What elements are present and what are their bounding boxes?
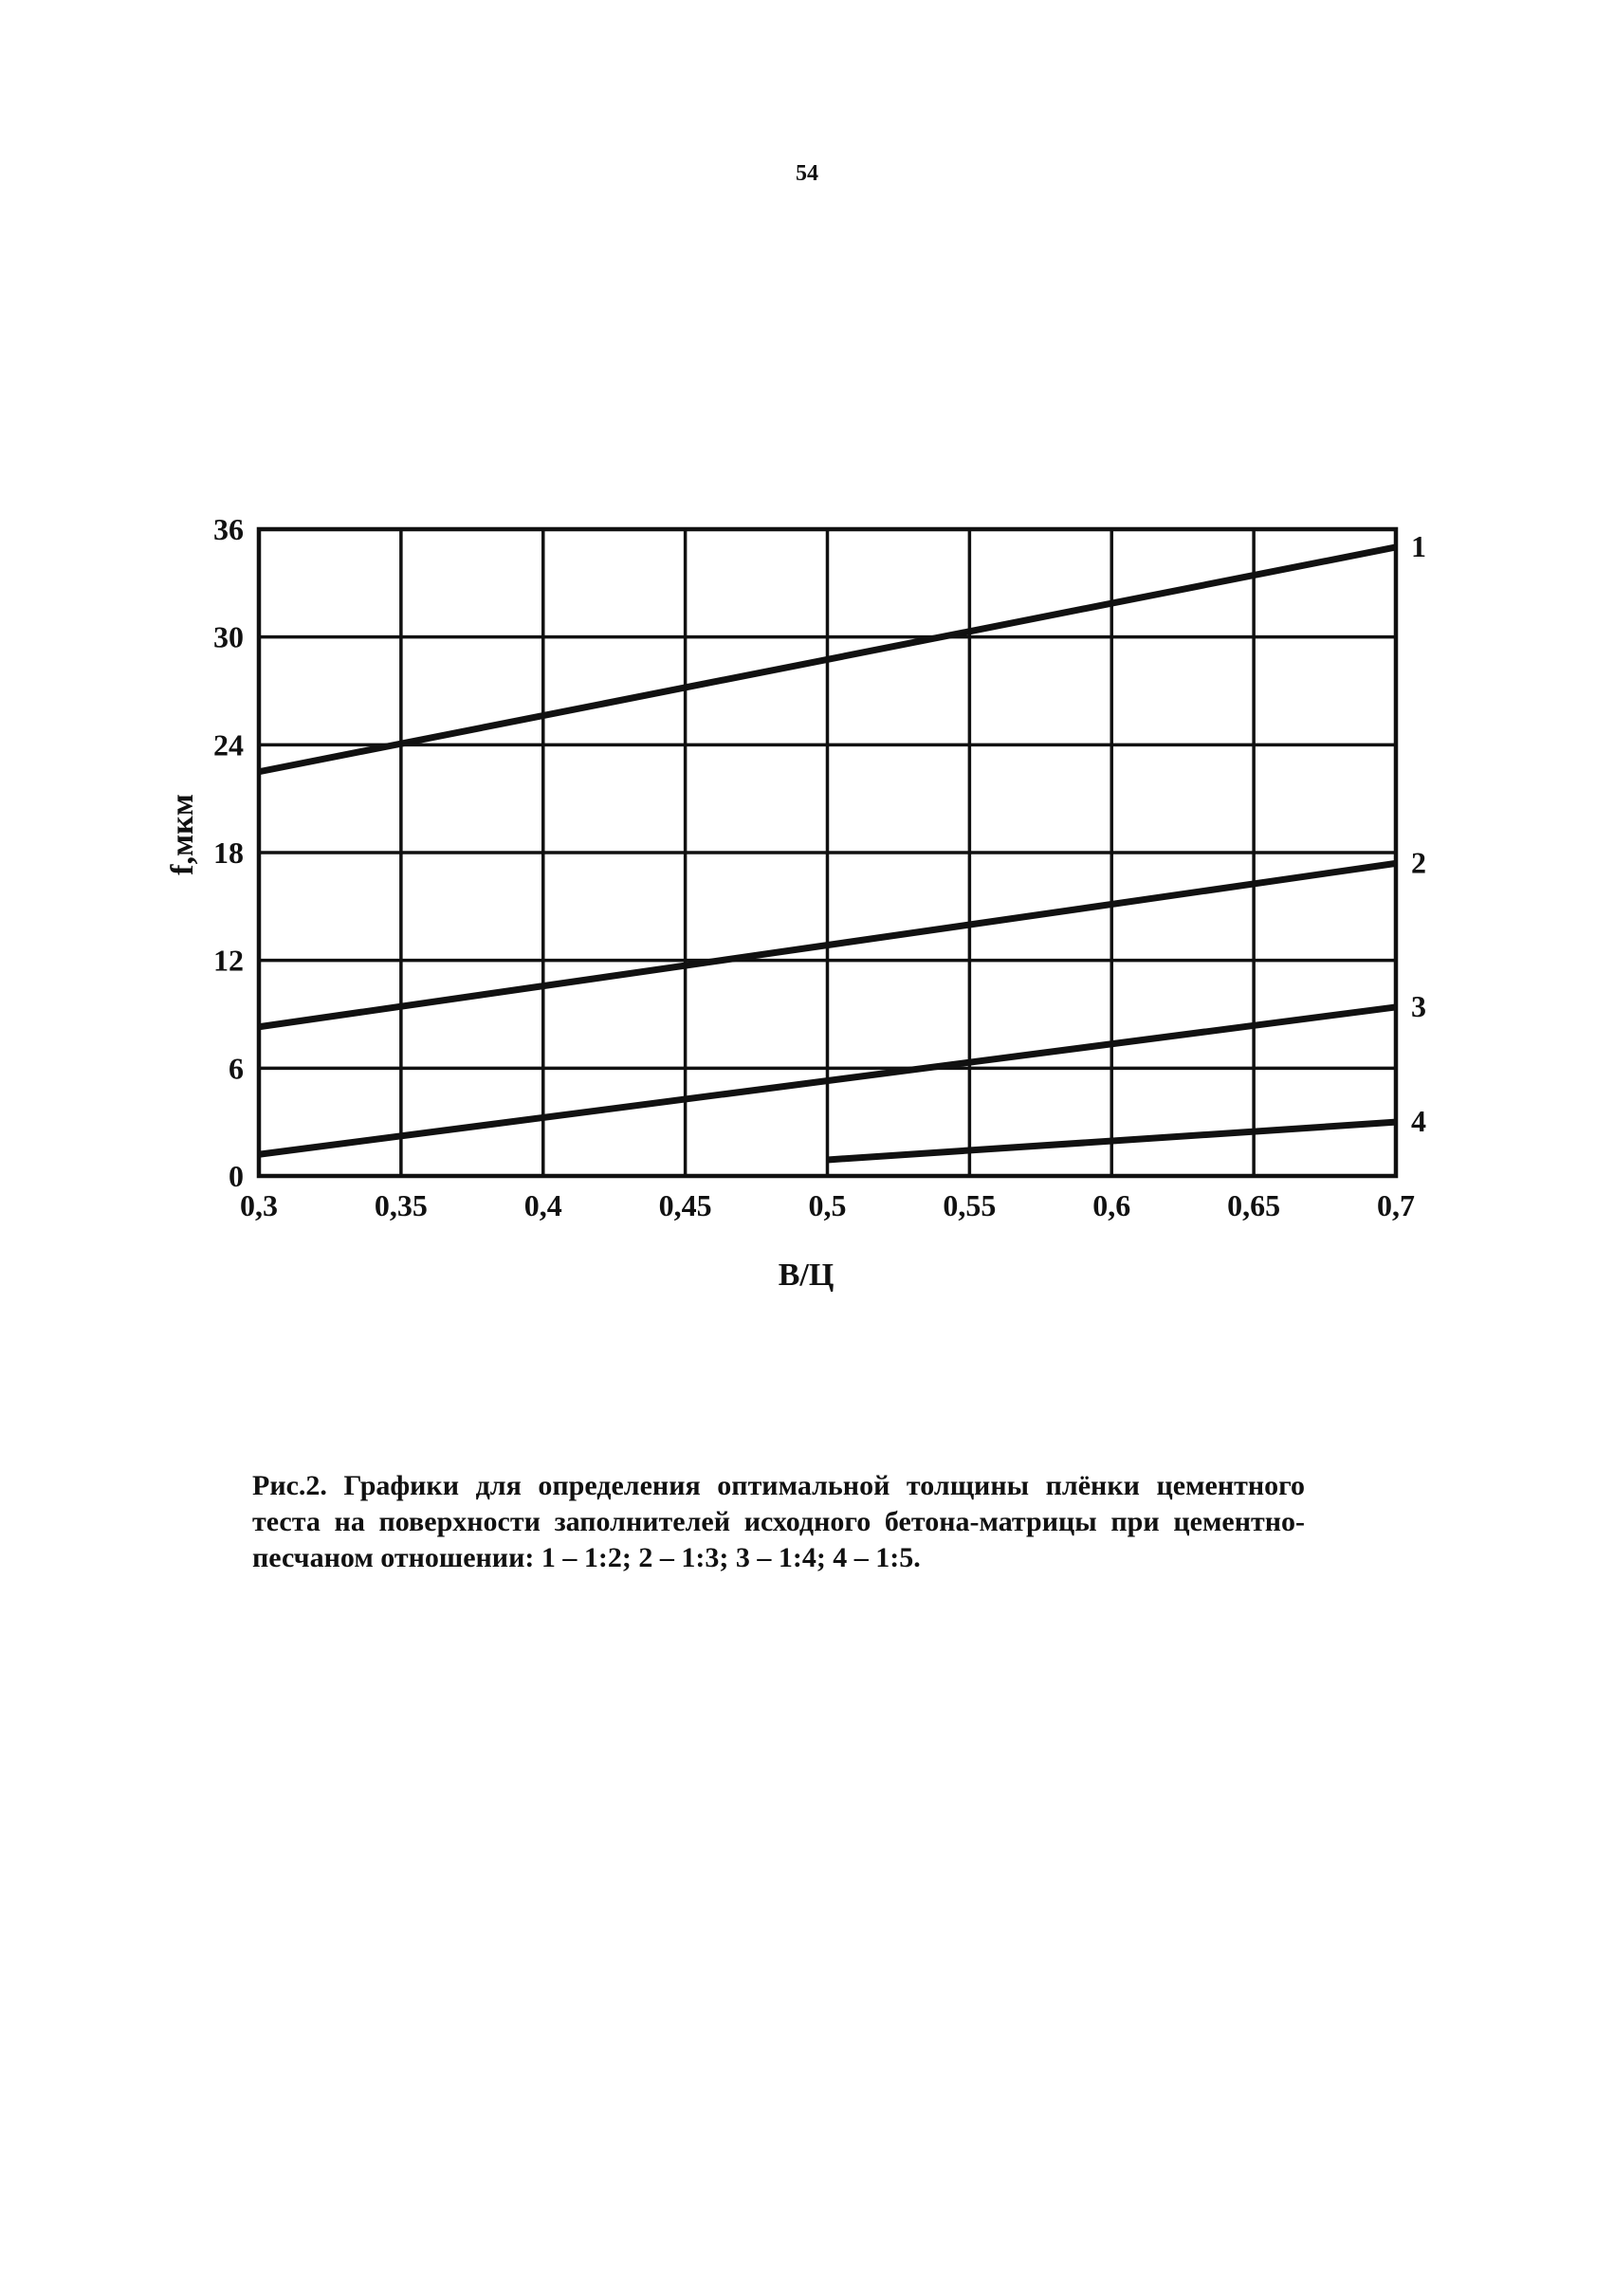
x-tick-label: 0,4 [523,1188,562,1222]
x-tick-label: 0,6 [1092,1188,1131,1222]
x-axis-label: В/Ц [778,1258,835,1293]
series-labels [1411,529,1426,1138]
series-label-1: 1 [1411,528,1426,563]
x-tick-label: 0,7 [1377,1188,1415,1222]
y-axis-label: f,мкм [165,794,200,875]
x-tick-label: 0,3 [240,1188,278,1222]
series-label-2: 2 [1411,845,1426,880]
x-tick-labels [240,1188,1415,1222]
x-tick-label: 0,45 [658,1188,712,1222]
y-tick-label: 0 [229,1159,244,1193]
y-tick-label: 18 [213,836,244,870]
y-tick-label: 12 [213,943,244,978]
y-tick-label: 30 [213,619,244,654]
x-tick-label: 0,5 [808,1188,847,1222]
x-tick-label: 0,35 [374,1188,428,1222]
y-tick-label: 6 [229,1051,244,1086]
y-tick-label: 24 [213,727,244,762]
page-number: 54 [796,161,818,186]
y-tick-label: 36 [213,512,244,546]
y-tick-labels [213,512,244,1193]
series-label-4: 4 [1411,1104,1426,1139]
series-label-3: 3 [1411,988,1426,1023]
x-tick-label: 0,55 [943,1188,997,1222]
x-tick-label: 0,65 [1227,1188,1281,1222]
figure-caption: Рис.2. Графики для определения оптимальной толщины плёнки цементного теста на поверхности заполнителей исходного бетона-матрицы при цементно-песчаном отношении: 1 – 1:2; 2 – 1:3; 3 – 1:4; 4 – 1:5. [252,1470,1305,1573]
